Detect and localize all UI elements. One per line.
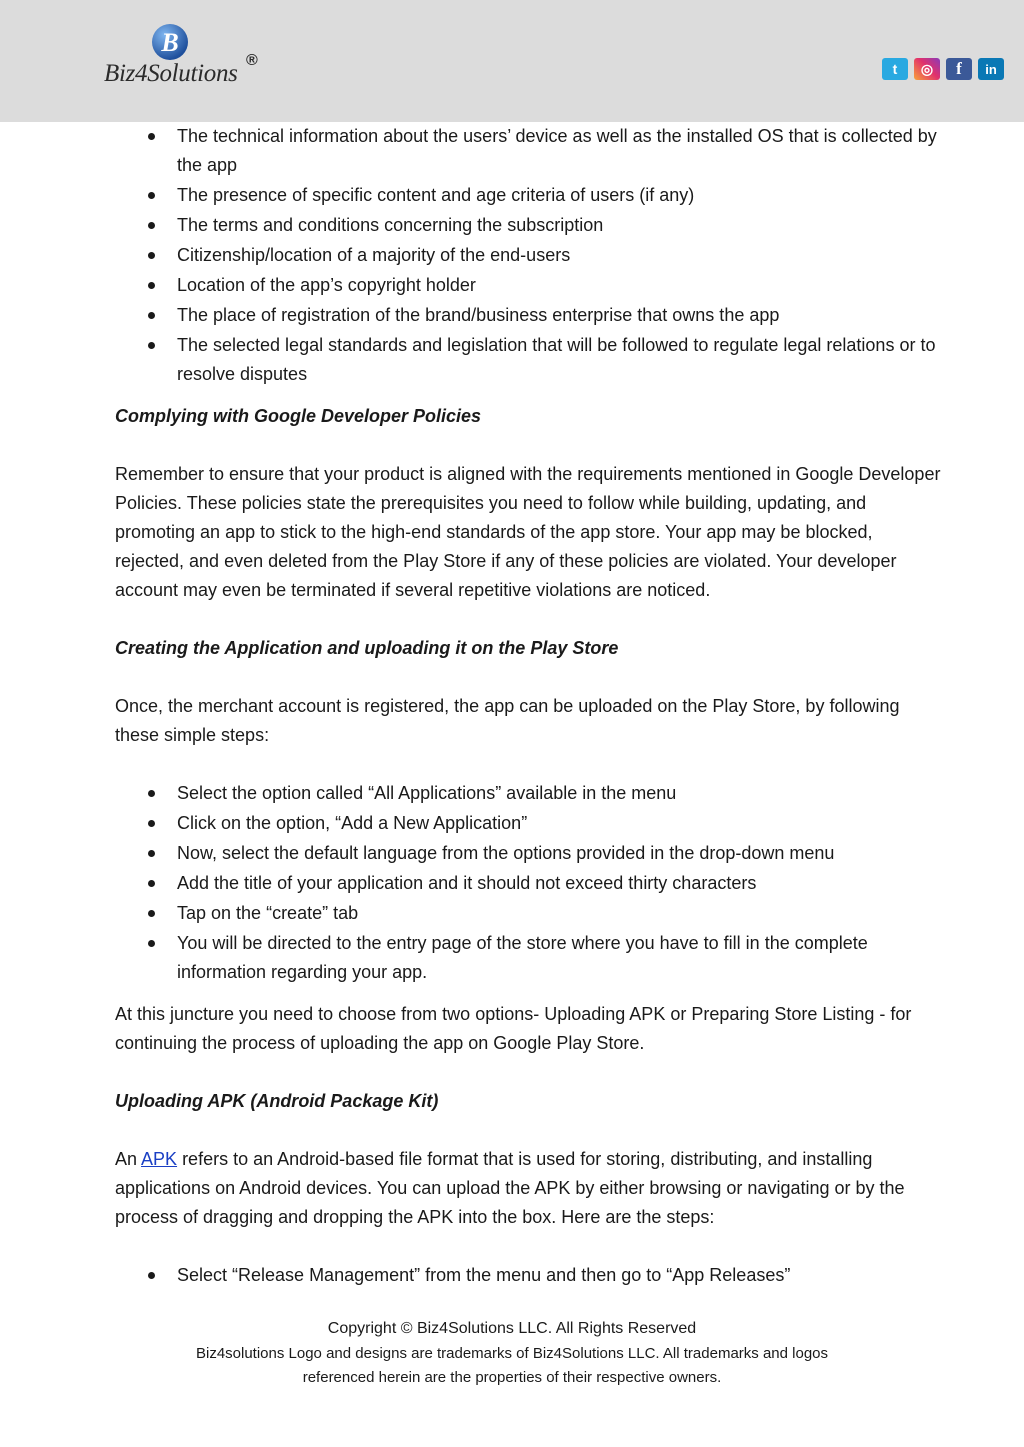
list-item: Add the title of your application and it should not exceed thirty characters xyxy=(115,869,945,898)
logo-wordmark: Biz4Solutions xyxy=(104,60,238,87)
list-item: You will be directed to the entry page of the store where you have to fill in the complete information regarding your app. xyxy=(115,929,945,987)
list-item: The place of registration of the brand/business enterprise that owns the app xyxy=(115,301,945,330)
list-item: Select the option called “All Applications” available in the menu xyxy=(115,779,945,808)
uploading-apk-paragraph xyxy=(115,1145,945,1232)
apk-steps-list xyxy=(115,1261,945,1290)
document-body xyxy=(115,122,945,1290)
list-item: Citizenship/location of a majority of the end-users xyxy=(115,241,945,270)
apk-link[interactable]: APK xyxy=(141,1149,178,1169)
trademark-notice-line-1: Biz4solutions Logo and designs are trademarks of Biz4Solutions LLC. All trademarks and logos xyxy=(195,1345,829,1362)
create-app-outro: At this juncture you need to choose from two options- Uploading APK or Preparing Store Listing - for continuing the process of uploading the app on Google Play Store. xyxy=(115,1004,912,1053)
google-policies-paragraph: Remember to ensure that your product is aligned with the requirements mentioned in Google Developer Policies. These policies state the prerequisites you need to follow while building, updating, and promoting an app to stick to the high-end standards of the app store. Your app may be blocked, rejected, and even deleted from the Play Store if any of these policies are violated. Your developer account may even be terminated if several repetitive violations are noticed. xyxy=(115,464,941,600)
list-item: The presence of specific content and age criteria of users (if any) xyxy=(115,181,945,210)
list-item: The terms and conditions concerning the subscription xyxy=(115,211,945,240)
twitter-icon[interactable]: t xyxy=(882,58,908,80)
create-app-intro: Once, the merchant account is registered, the app can be uploaded on the Play Store, by following these simple steps: xyxy=(115,696,900,745)
facebook-icon[interactable]: f xyxy=(946,58,972,80)
list-item: Now, select the default language from the options provided in the drop-down menu xyxy=(115,839,945,868)
linkedin-icon[interactable]: in xyxy=(978,58,1004,80)
svg-text:B: B xyxy=(161,28,179,57)
list-item: The technical information about the users’ device as well as the installed OS that is collected by the app xyxy=(115,122,945,180)
section-heading-google-policies: Complying with Google Developer Policies xyxy=(115,406,482,426)
registered-mark: ® xyxy=(246,52,258,69)
section-heading-uploading-apk: Uploading APK (Android Package Kit) xyxy=(115,1091,439,1111)
apk-text-suffix: refers to an Android-based file format that is used for storing, distributing, and installing applications on Android devices. You can upload the APK by either browsing or navigating or by the process of dragging and dropping the APK into the box. Here are the steps: xyxy=(115,1149,905,1227)
logo-b-emblem-icon xyxy=(150,22,190,62)
page-footer xyxy=(0,1316,1024,1390)
biz4solutions-logo[interactable] xyxy=(104,22,274,94)
list-item: Tap on the “create” tab xyxy=(115,899,945,928)
list-item: Location of the app’s copyright holder xyxy=(115,271,945,300)
page-header xyxy=(0,0,1024,122)
list-item: Click on the option, “Add a New Application” xyxy=(115,809,945,838)
list-item: The selected legal standards and legislation that will be followed to regulate legal relations or to resolve disputes xyxy=(115,331,945,389)
trademark-notice-line-2: referenced herein are the properties of their respective owners. xyxy=(302,1369,722,1386)
social-links xyxy=(882,58,1004,80)
apk-text-prefix: An xyxy=(115,1149,142,1169)
app-information-list xyxy=(115,122,945,389)
copyright-notice: Copyright © Biz4Solutions LLC. All Rights Reserved xyxy=(327,1320,697,1337)
list-item: Select “Release Management” from the menu and then go to “App Releases” xyxy=(115,1261,945,1290)
create-app-steps-list xyxy=(115,779,945,987)
section-heading-create-app: Creating the Application and uploading it on the Play Store xyxy=(115,638,619,658)
instagram-icon[interactable]: ◎ xyxy=(914,58,940,80)
